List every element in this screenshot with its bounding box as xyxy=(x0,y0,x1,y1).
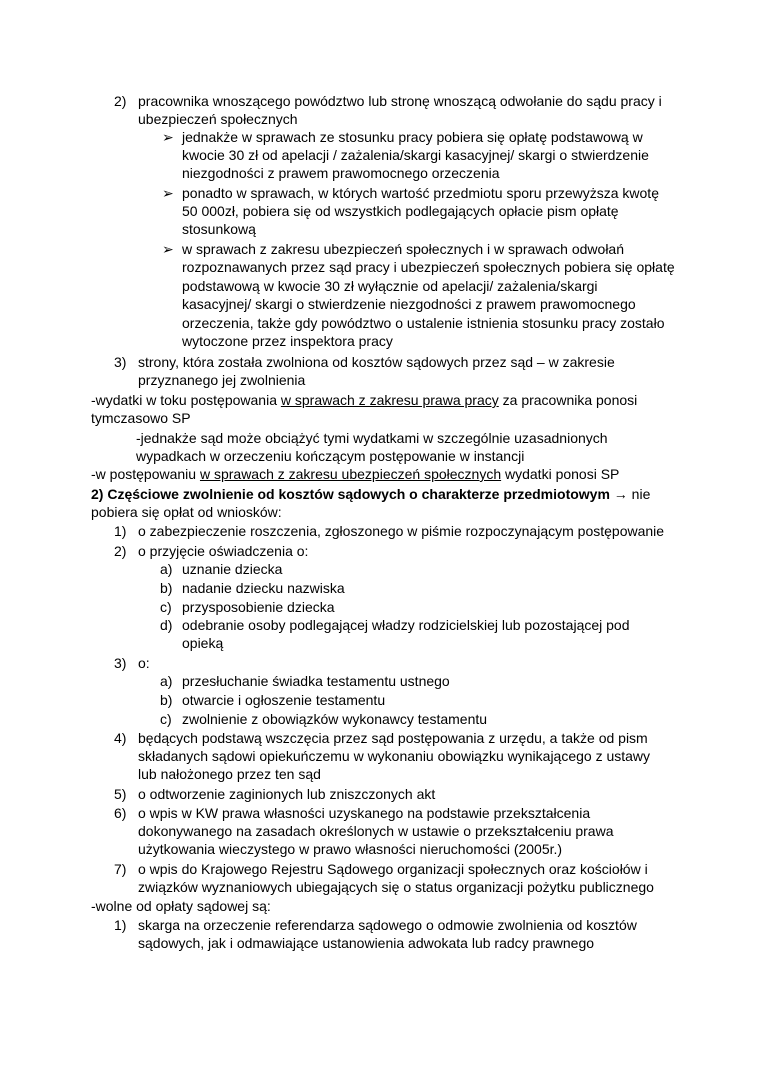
text-line: nadanie dziecku nazwiska xyxy=(182,580,345,596)
text-line: wytoczone przez inspektora pracy xyxy=(182,333,393,349)
text-line: pracownika wnoszącego powództwo lub stronę wnoszącą odwołanie do sądu pracy i xyxy=(138,93,662,109)
text-line: o: xyxy=(138,655,150,671)
text-line: zwolnienie z obowiązków wykonawcy testamentu xyxy=(182,711,488,727)
text-line: niezgodności z prawem prawomocnego orzeczenia xyxy=(182,165,500,181)
text-line: przyznanego jej zwolnienia xyxy=(138,372,306,388)
text-line: przesłuchanie świadka testamentu ustnego xyxy=(182,673,450,689)
text-line: związków wyznaniowych ubiegających się o status organizacji pożytku publicznego xyxy=(138,879,654,895)
text-line: o przyjęcie oświadczenia o: xyxy=(138,543,309,559)
list-number: 2) xyxy=(114,93,127,109)
text-line: -wolne od opłaty sądowej są: xyxy=(91,898,271,914)
text-line: o zabezpieczenie roszczenia, zgłoszonego w piśmie rozpoczynającym postępowanie xyxy=(138,523,665,539)
list-letter: b) xyxy=(160,580,173,596)
list-number: 7) xyxy=(114,861,127,877)
underlined-text: w sprawach z zakresu prawa pracy xyxy=(280,392,499,408)
heading-text: 2) Częściowe zwolnienie od kosztów sądowych o charakterze przedmiotowym xyxy=(91,486,614,502)
list-letter: b) xyxy=(160,692,173,708)
text-line: składanych sądowi opiekuńczemu w wykonaniu obowiązku wynikającego z ustawy xyxy=(138,748,651,764)
text-line: stosunkową xyxy=(182,221,256,237)
arrow-bullet-icon: ➢ xyxy=(162,241,174,257)
text-line: ponadto w sprawach, w których wartość przedmiotu sporu przewyższa kwotę xyxy=(182,185,659,201)
list-number: 1) xyxy=(114,523,127,539)
text-line: użytkowania wieczystego w prawo własności nieruchomości (2005r.) xyxy=(138,841,563,857)
text-line: dokonywanego na zasadach określonych w ustawie o przekształceniu prawa xyxy=(138,823,614,839)
text-line: 50 000zł, pobiera się od wszystkich podlegających opłacie pism opłatę xyxy=(182,203,619,219)
text-line: sądowych, jak i odmawiające ustanowienia adwokata lub radcy prawnego xyxy=(138,935,595,951)
text-line: wypadkach w orzeczeniu kończącym postępowanie w instancji xyxy=(136,448,525,464)
text-line: kasacyjnej/ skargi o stwierdzenie niezgodności z prawem prawomocnego xyxy=(182,296,636,312)
section-heading xyxy=(91,485,650,503)
text-line: opieką xyxy=(182,635,224,651)
arrow-right-icon: → xyxy=(613,486,628,502)
text-line: uznanie dziecka xyxy=(182,561,283,577)
text-line: o wpis w KW prawa własności uzyskanego na podstawie przekształcenia xyxy=(138,805,591,821)
text-line: odebranie osoby podlegającej władzy rodzicielskiej lub pozostającej pod xyxy=(182,617,630,633)
text-line: strony, która została zwolniona od kosztów sądowych przez sąd – w zakresie xyxy=(138,354,615,370)
text-line: lub nałożonego przez ten sąd xyxy=(138,766,321,782)
text-line: pobiera się opłat od wniosków: xyxy=(91,504,282,520)
text-line xyxy=(91,391,637,409)
text-line: jednakże w sprawach ze stosunku pracy pobiera się opłatę podstawową w xyxy=(182,129,643,145)
list-number: 3) xyxy=(114,655,127,671)
text-span: nie xyxy=(627,486,651,502)
underlined-text: w sprawach z zakresu ubezpieczeń społecznych xyxy=(199,466,502,482)
list-letter: c) xyxy=(160,711,172,727)
text-line: podstawową w kwocie 30 zł wyłącznie od apelacji/ zażalenia/skargi xyxy=(182,278,598,294)
text-line: rozpoznawanych przez sąd pracy i ubezpieczeń społecznych pobiera się opłatę xyxy=(182,259,675,275)
text-span: -wydatki w toku postępowania xyxy=(91,392,281,408)
text-line: będących podstawą wszczęcia przez sąd postępowania z urzędu, a także od pism xyxy=(138,730,648,746)
arrow-bullet-icon: ➢ xyxy=(162,185,174,201)
text-line: o odtworzenie zaginionych lub zniszczonych akt xyxy=(138,786,436,802)
list-letter: c) xyxy=(160,599,172,615)
text-line: kwocie 30 zł od apelacji / zażalenia/skargi kasacyjnej/ skargi o stwierdzenie xyxy=(182,147,649,163)
text-span: wydatki ponosi SP xyxy=(501,466,620,482)
list-letter: d) xyxy=(160,617,173,633)
list-letter: a) xyxy=(160,561,173,577)
text-line: tymczasowo SP xyxy=(91,410,191,426)
text-line: przysposobienie dziecka xyxy=(182,599,335,615)
text-line: ubezpieczeń społecznych xyxy=(138,111,298,127)
text-line: otwarcie i ogłoszenie testamentu xyxy=(182,692,386,708)
list-number: 1) xyxy=(114,917,127,933)
list-number: 4) xyxy=(114,730,127,746)
list-letter: a) xyxy=(160,673,173,689)
text-span: za pracownika ponosi xyxy=(498,392,638,408)
list-number: 3) xyxy=(114,354,127,370)
list-number: 5) xyxy=(114,786,127,802)
list-number: 2) xyxy=(114,543,127,559)
text-line: orzeczenia, także gdy powództwo o ustalenie istnienia stosunku pracy zostało xyxy=(182,315,665,331)
text-line: -jednakże sąd może obciążyć tymi wydatkami w szczególnie uzasadnionych xyxy=(136,430,608,446)
text-line: o wpis do Krajowego Rejestru Sądowego organizacji społecznych oraz kościołów i xyxy=(138,861,648,877)
text-line: w sprawach z zakresu ubezpieczeń społecznych i w sprawach odwołań xyxy=(182,241,624,257)
list-number: 6) xyxy=(114,805,127,821)
arrow-bullet-icon: ➢ xyxy=(162,129,174,145)
text-span: -w postępowaniu xyxy=(91,466,200,482)
text-line: skarga na orzeczenie referendarza sądowego o odmowie zwolnienia od kosztów xyxy=(138,917,637,933)
text-line xyxy=(91,465,619,483)
